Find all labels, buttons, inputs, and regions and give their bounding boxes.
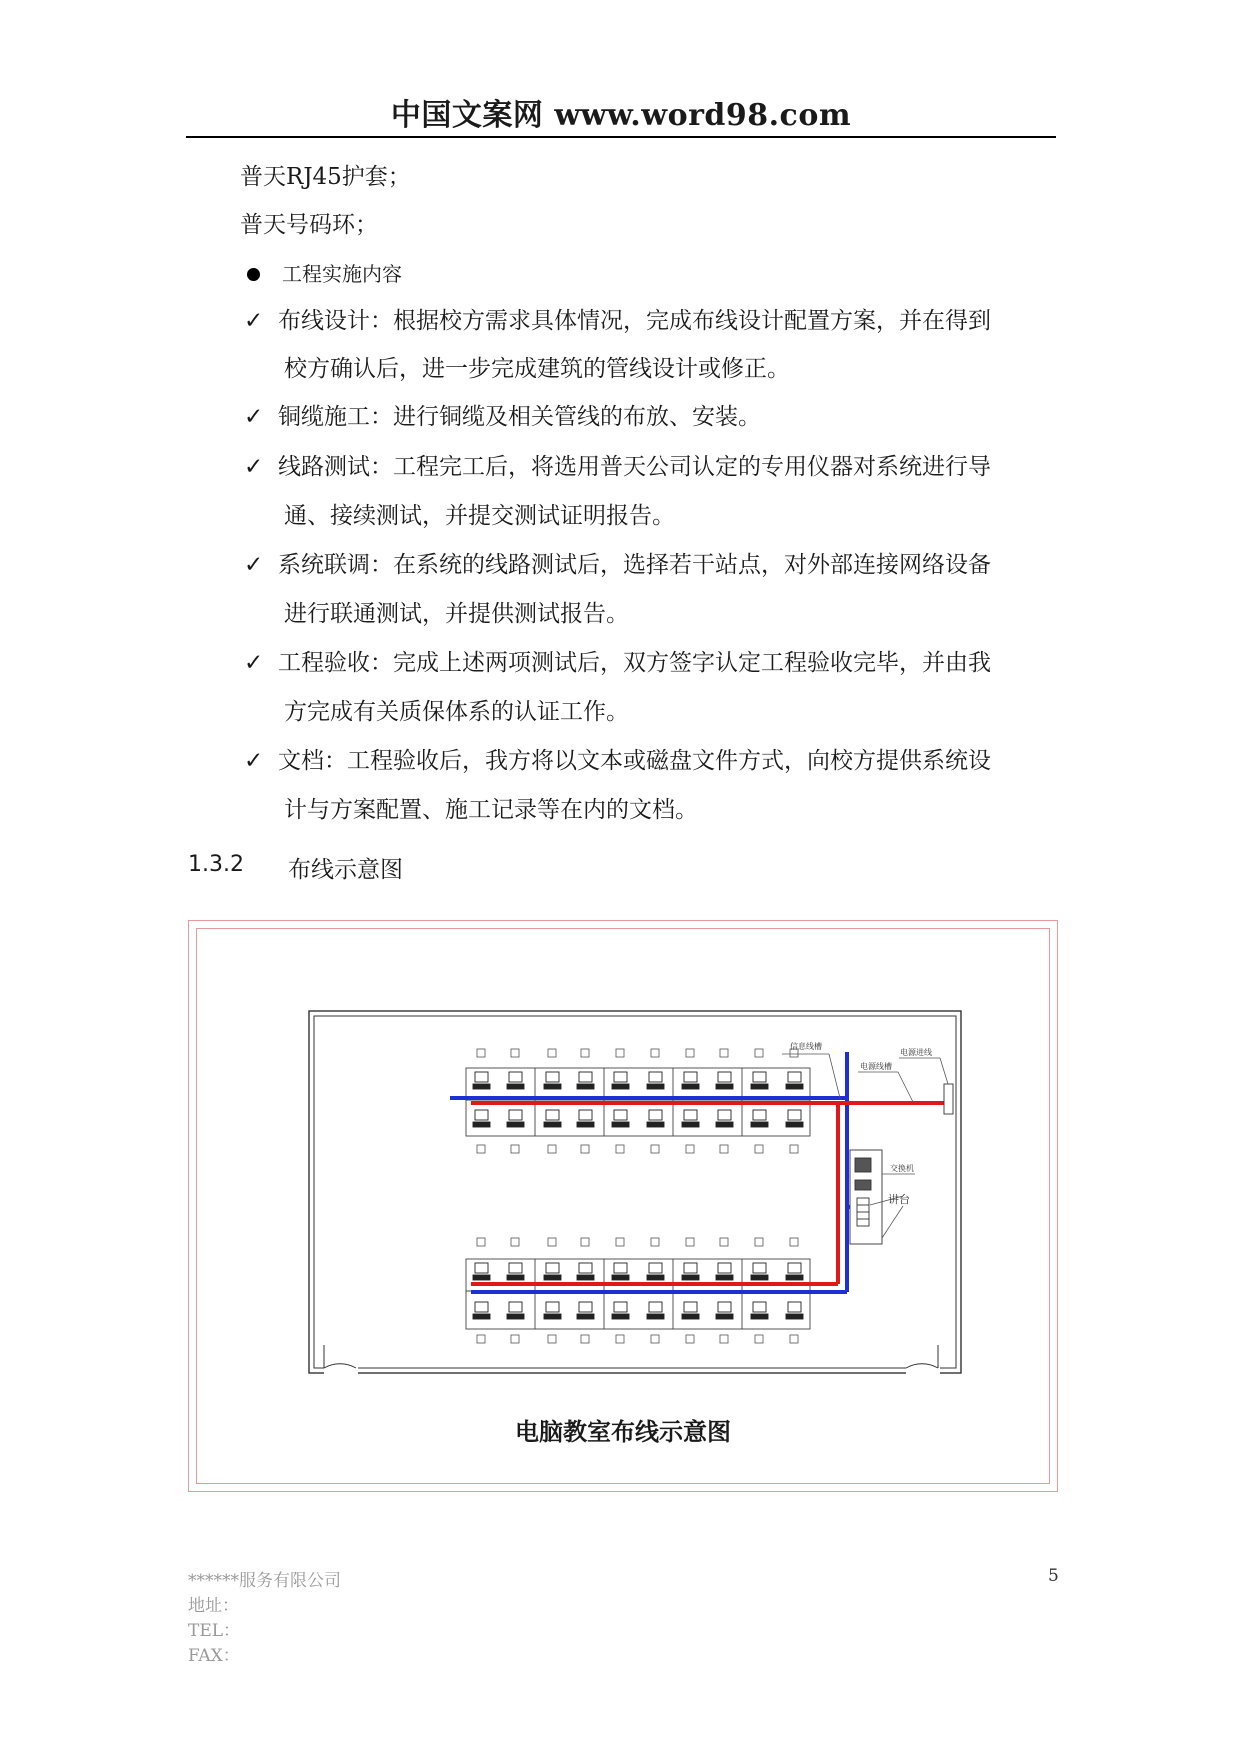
item-3-line-1: 线路测试：工程完工后，将选用普天公司认定的专用仪器对系统进行导: [278, 454, 991, 480]
footer-address: 地址：: [188, 1596, 239, 1616]
item-6-line-2: 计与方案配置、施工记录等在内的文档。: [284, 797, 698, 823]
label-info-trough: 信息线槽: [790, 1042, 822, 1051]
text-line-rj45: 普天RJ45护套；: [240, 164, 411, 190]
figure-caption: 电脑教室布线示意图: [515, 1418, 731, 1446]
item-1-line-2: 校方确认后，进一步完成建筑的管线设计或修正。: [284, 356, 790, 382]
label-switch: 交换机: [890, 1164, 914, 1173]
label-power-inlet: 电源进线: [900, 1048, 932, 1057]
section-number: 1.3.2: [188, 852, 244, 877]
label-power-trough: 电源线槽: [860, 1062, 892, 1071]
page-number: 5: [1048, 1566, 1059, 1586]
item-5-line-1: 工程验收：完成上述两项测试后，双方签字认定工程验收完毕，并由我: [278, 650, 991, 676]
figure-frame-inner: [196, 928, 1050, 1484]
check-icon: ✓: [244, 748, 264, 774]
footer-tel: TEL：: [188, 1621, 241, 1641]
item-5-line-2: 方完成有关质保体系的认证工作。: [284, 699, 629, 725]
footer-company: ******服务有限公司: [188, 1571, 341, 1591]
header-rule: [186, 136, 1056, 138]
check-icon: ✓: [244, 454, 264, 480]
section-title: 布线示意图: [288, 857, 403, 883]
item-6-line-1: 文档：工程验收后，我方将以文本或磁盘文件方式，向校方提供系统设: [278, 748, 991, 774]
header-title: 中国文案网 www.word98.com: [390, 98, 852, 133]
item-1-line-1: 布线设计：根据校方需求具体情况，完成布线设计配置方案，并在得到: [278, 308, 991, 334]
footer-fax: FAX：: [188, 1646, 240, 1666]
item-4-line-2: 进行联通测试，并提供测试报告。: [284, 601, 629, 627]
bullet-heading: 工程实施内容: [282, 262, 402, 286]
check-icon: ✓: [244, 650, 264, 676]
check-icon: ✓: [244, 552, 264, 578]
bullet-dot-icon: [247, 268, 260, 281]
check-icon: ✓: [244, 308, 264, 334]
label-podium: 讲台: [888, 1193, 910, 1206]
item-4-line-1: 系统联调：在系统的线路测试后，选择若干站点，对外部连接网络设备: [278, 552, 991, 578]
item-3-line-2: 通、接续测试，并提交测试证明报告。: [284, 503, 675, 529]
item-2-line-1: 铜缆施工：进行铜缆及相关管线的布放、安装。: [278, 404, 761, 430]
text-line-number-ring: 普天号码环；: [240, 212, 378, 238]
check-icon: ✓: [244, 404, 264, 430]
